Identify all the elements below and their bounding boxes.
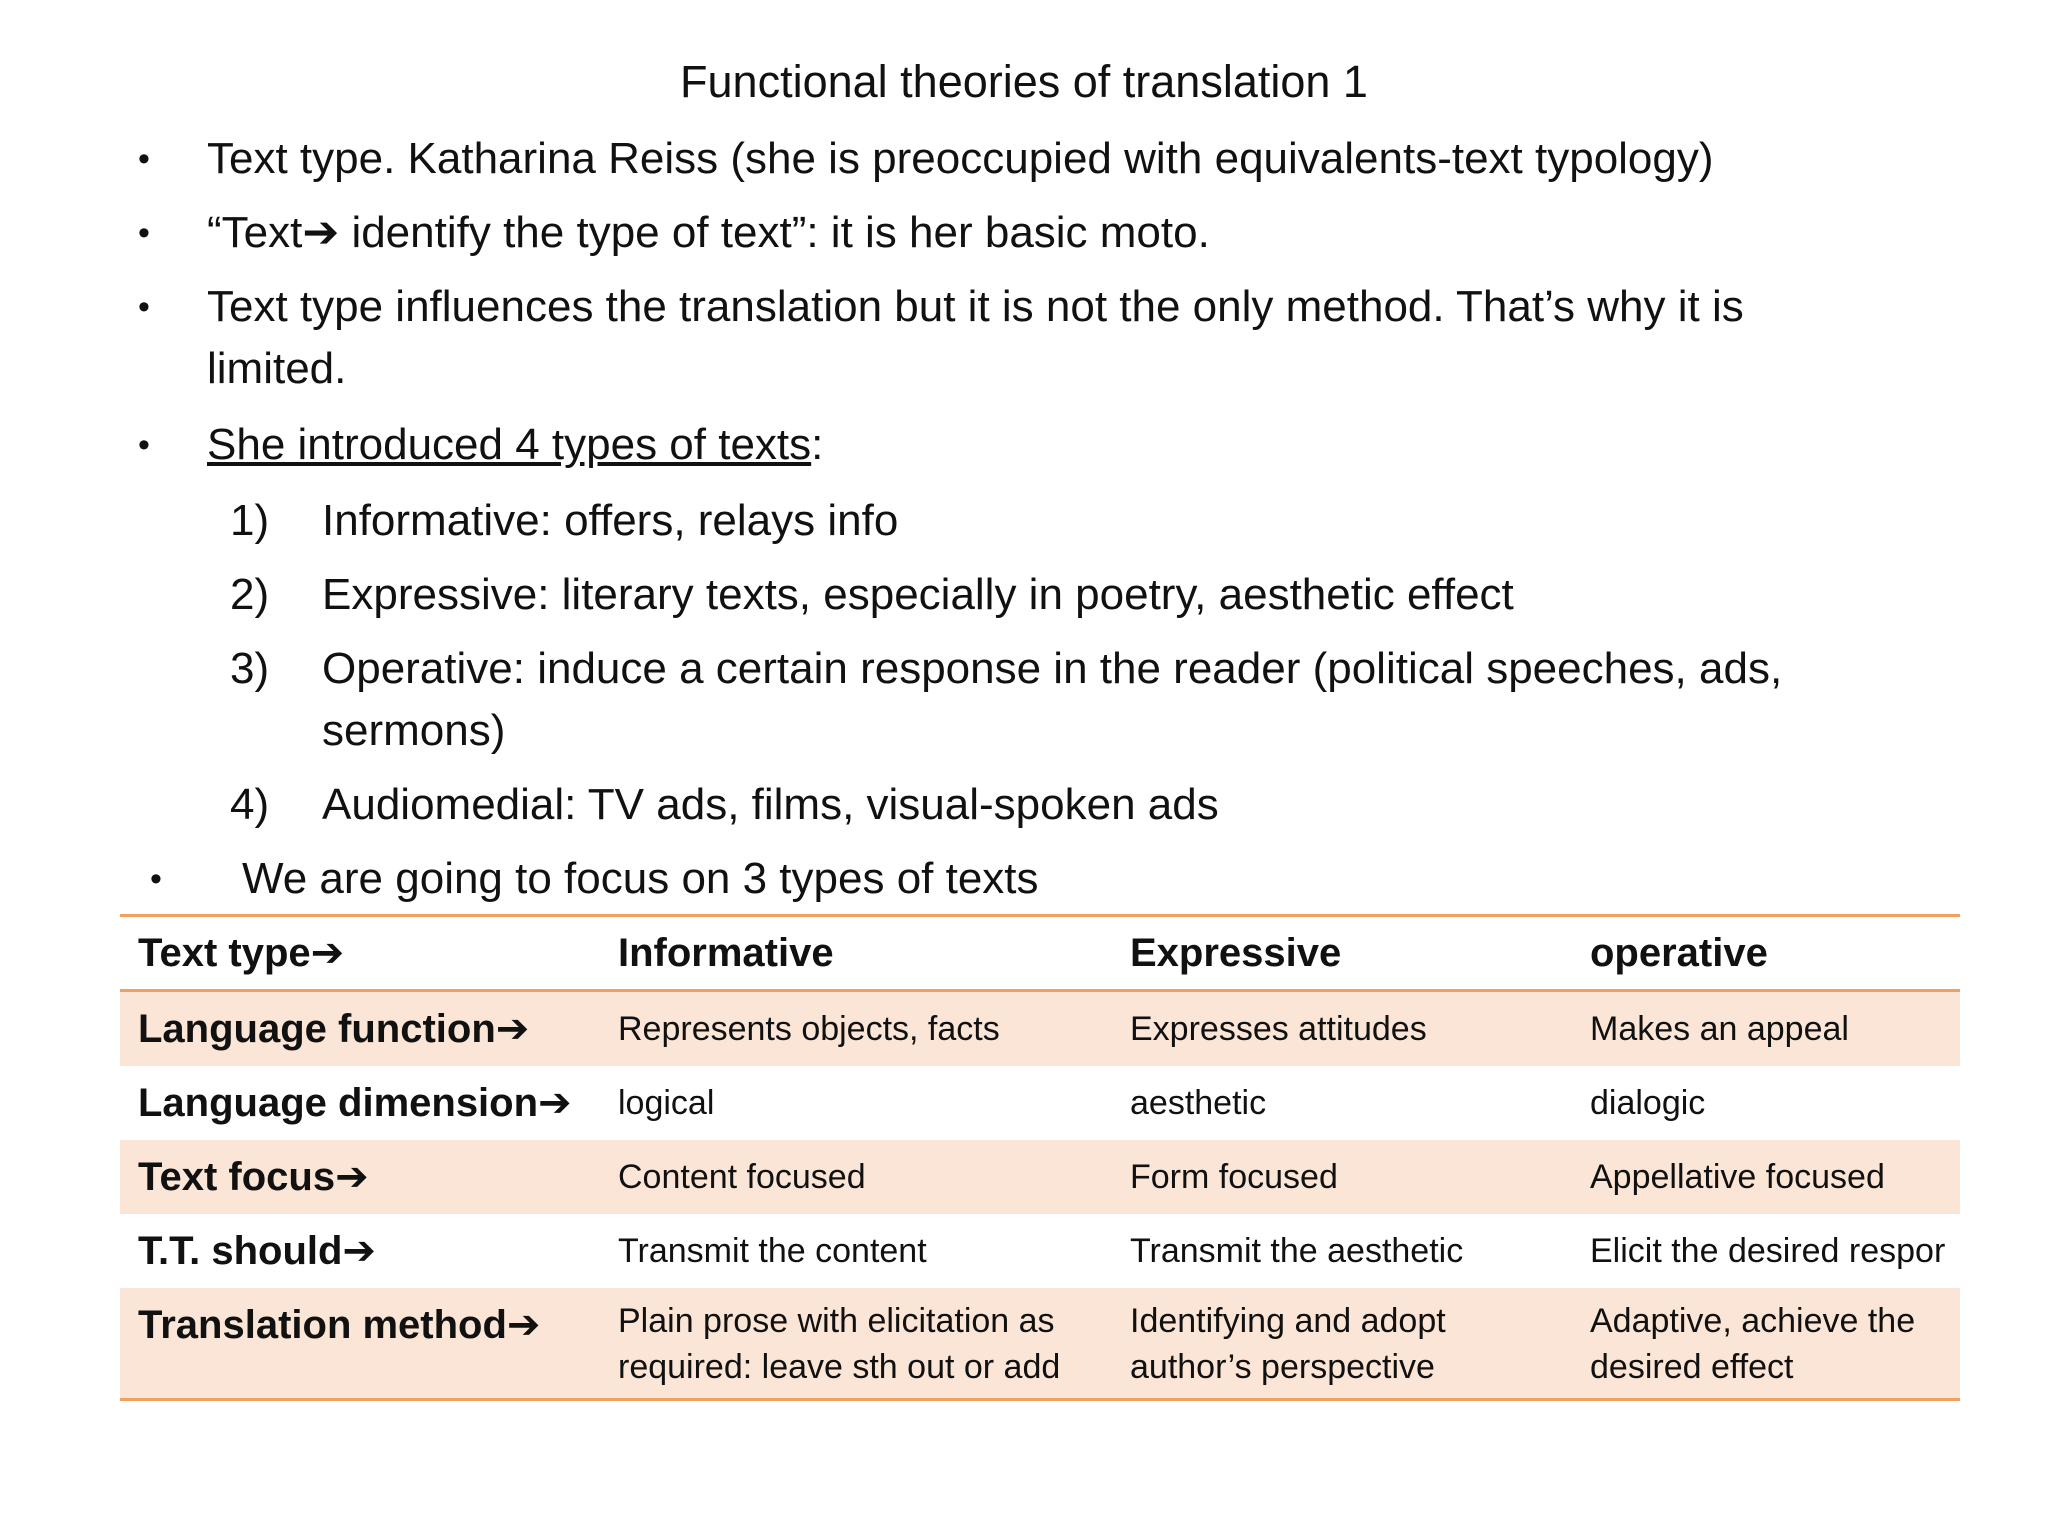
table-cell: Appellative focused: [1590, 1158, 1885, 1196]
bullet-text: Text type. Katharina Reiss (she is preoccupied with equivalents-text typology): [207, 134, 1714, 183]
bullet-colon: :: [811, 420, 824, 469]
item-text: Expressive: literary texts, especially in poetry, aesthetic effect: [322, 570, 1514, 619]
table-row: [120, 1140, 1960, 1214]
table-row: [120, 1288, 1960, 1398]
table-row: [120, 1214, 1960, 1288]
row-label: Language function➔: [138, 1007, 530, 1051]
table-cell: Plain prose with elicitation as required: leave sth out or add: [618, 1302, 1061, 1386]
item-number: 1): [230, 496, 270, 545]
table-cell: Form focused: [1130, 1158, 1338, 1196]
table-cell: Content focused: [618, 1158, 866, 1196]
row-label: T.T. should➔: [138, 1229, 376, 1273]
row-label: Text focus➔: [138, 1155, 369, 1199]
slide-title: Functional theories of translation 1: [680, 56, 1368, 107]
bullet-dot: •: [138, 288, 150, 326]
table-header-row: [120, 917, 1960, 992]
table-cell: Identifying and adopt author’s perspective: [1130, 1302, 1446, 1386]
table-header-cell: Expressive: [1130, 931, 1342, 975]
table-row: [120, 992, 1960, 1066]
table-header-cell: Informative: [618, 931, 834, 975]
row-label: Language dimension➔: [138, 1081, 572, 1125]
item-number: 3): [230, 644, 270, 693]
table-header-cell: Text type➔: [138, 931, 345, 975]
bullet-dot: •: [138, 426, 150, 464]
table-header-cell: operative: [1590, 931, 1768, 975]
item-number: 4): [230, 780, 270, 829]
item-text: Informative: offers, relays info: [322, 496, 899, 545]
table-cell: Transmit the aesthetic: [1130, 1232, 1464, 1270]
bullet-dot: •: [150, 860, 162, 898]
bullet-dot: •: [138, 214, 150, 252]
table-cell: Expresses attitudes: [1130, 1010, 1427, 1048]
table-cell: dialogic: [1590, 1084, 1706, 1122]
item-text: Audiomedial: TV ads, films, visual-spoken ads: [322, 780, 1219, 829]
bullet-underlined-text: She introduced 4 types of texts: [207, 420, 812, 469]
table-cell: Elicit the desired respor: [1590, 1232, 1946, 1270]
table-cell: aesthetic: [1130, 1084, 1267, 1122]
item-number: 2): [230, 570, 270, 619]
table-cell: Makes an appeal: [1590, 1010, 1849, 1048]
bullet-text: “Text➔ identify the type of text”: it is her basic moto.: [207, 208, 1210, 257]
bullet-dot: •: [138, 140, 150, 178]
table-cell: Transmit the content: [618, 1232, 927, 1270]
bullet-text: Text type influences the translation but it is not the only method. That’s why it is limited.: [207, 282, 1744, 393]
item-text: Operative: induce a certain response in the reader (political speeches, ads, sermons): [322, 644, 1783, 755]
row-label: Translation method➔: [138, 1303, 541, 1347]
table-row: [120, 1066, 1960, 1140]
bullet-text: We are going to focus on 3 types of texts: [242, 854, 1039, 903]
bullet-text: [207, 414, 1907, 476]
table-cell: Adaptive, achieve the desired effect: [1590, 1302, 1916, 1386]
table-cell: Represents objects, facts: [618, 1010, 1000, 1048]
text-type-table: [120, 914, 1960, 1401]
table-cell: logical: [618, 1084, 715, 1122]
